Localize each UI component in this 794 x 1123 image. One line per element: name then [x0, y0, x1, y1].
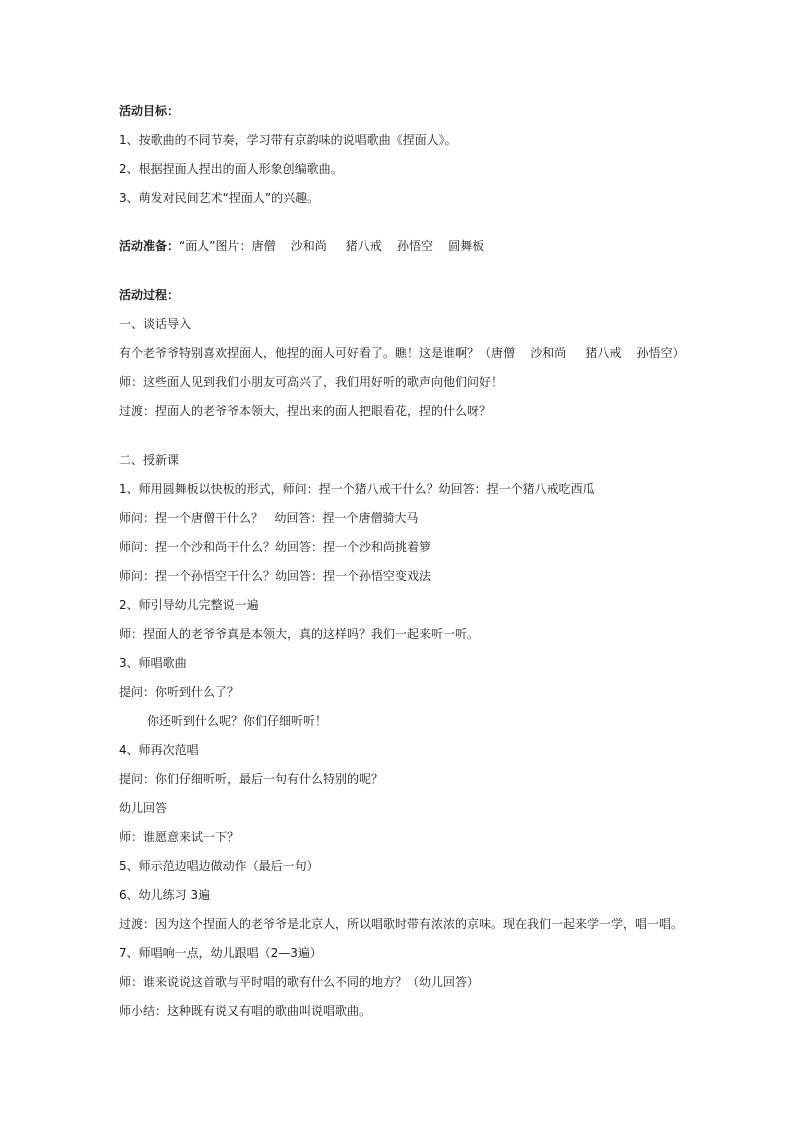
part2-line-10: 4、师再次范唱 [119, 743, 199, 757]
part1-title: 一、谈话导入 [119, 317, 192, 331]
process-heading: 活动过程： [119, 288, 180, 302]
part2-line-8: 提问：你听到什么了？ [119, 685, 240, 699]
prep-heading: 活动准备： [119, 239, 180, 253]
goal-item-3: 3、萌发对民间艺术“捏面人”的兴趣。 [119, 191, 320, 205]
part1-line-3: 过渡：捏面人的老爷爷本领大，捏出来的面人把眼看花，捏的什么呀？ [119, 404, 492, 418]
part2-line-19: 师小结：这种既有说又有唱的歌曲叫说唱歌曲。 [119, 1004, 372, 1018]
goals-heading: 活动目标： [119, 104, 180, 118]
goal-item-2: 2、根据捏面人捏出的面人形象创编歌曲。 [119, 162, 343, 176]
part2-line-6: 师：捏面人的老爷爷真是本领大，真的这样吗？我们一起来听一听。 [119, 627, 480, 641]
part2-line-3: 师问：捏一个沙和尚干什么？幼回答：捏一个沙和尚挑着箩 [119, 540, 432, 554]
part1-line-2: 师：这些面人见到我们小朋友可高兴了，我们用好听的歌声向他们问好！ [119, 375, 504, 389]
part2-line-1: 1、师用圆舞板以快板的形式，师问：捏一个猪八戒干什么？幼回答：捏一个猪八戒吃西瓜 [119, 482, 595, 496]
part2-line-2: 师问：捏一个唐僧干什么？ 幼回答：捏一个唐僧骑大马 [119, 511, 419, 525]
part2-line-9: 你还听到什么呢？你们仔细听听！ [147, 714, 328, 728]
part2-line-15: 6、幼儿练习 3遍 [119, 888, 211, 902]
part2-title: 二、授新课 [119, 453, 180, 467]
part2-line-11: 提问：你们仔细听听，最后一句有什么特别的呢？ [119, 772, 384, 786]
goal-item-1: 1、按歌曲的不同节奏，学习带有京韵味的说唱歌曲《捏面人》。 [119, 133, 457, 147]
part2-line-16: 过渡：因为这个捏面人的老爷爷是北京人，所以唱歌时带有浓浓的京味。现在我们一起来学一学，唱一唱。 [119, 917, 684, 931]
part2-line-17: 7、师唱响一点，幼儿跟唱（2—3遍） [119, 946, 322, 960]
part1-line-1: 有个老爷爷特别喜欢捏面人，他捏的面人可好看了。瞧！这是谁啊？（唐僧 沙和尚 猪八戒 孙悟空） [119, 346, 685, 360]
part2-line-12: 幼儿回答 [119, 801, 168, 815]
part2-line-7: 3、师唱歌曲 [119, 656, 187, 670]
part2-line-4: 师问：捏一个孙悟空干什么？幼回答：捏一个孙悟空变戏法 [119, 569, 432, 583]
part2-line-5: 2、师引导幼儿完整说一遍 [119, 598, 259, 612]
prep-line [119, 238, 484, 254]
part2-line-13: 师：谁愿意来试一下？ [119, 830, 240, 844]
part2-line-18: 师：谁来说说这首歌与平时唱的歌有什么不同的地方？（幼儿回答） [119, 975, 480, 989]
part2-line-14: 5、师示范边唱边做动作（最后一句） [119, 859, 319, 873]
prep-text: “面人”图片：唐僧 沙和尚 猪八戒 孙悟空 圆舞板 [179, 239, 485, 253]
